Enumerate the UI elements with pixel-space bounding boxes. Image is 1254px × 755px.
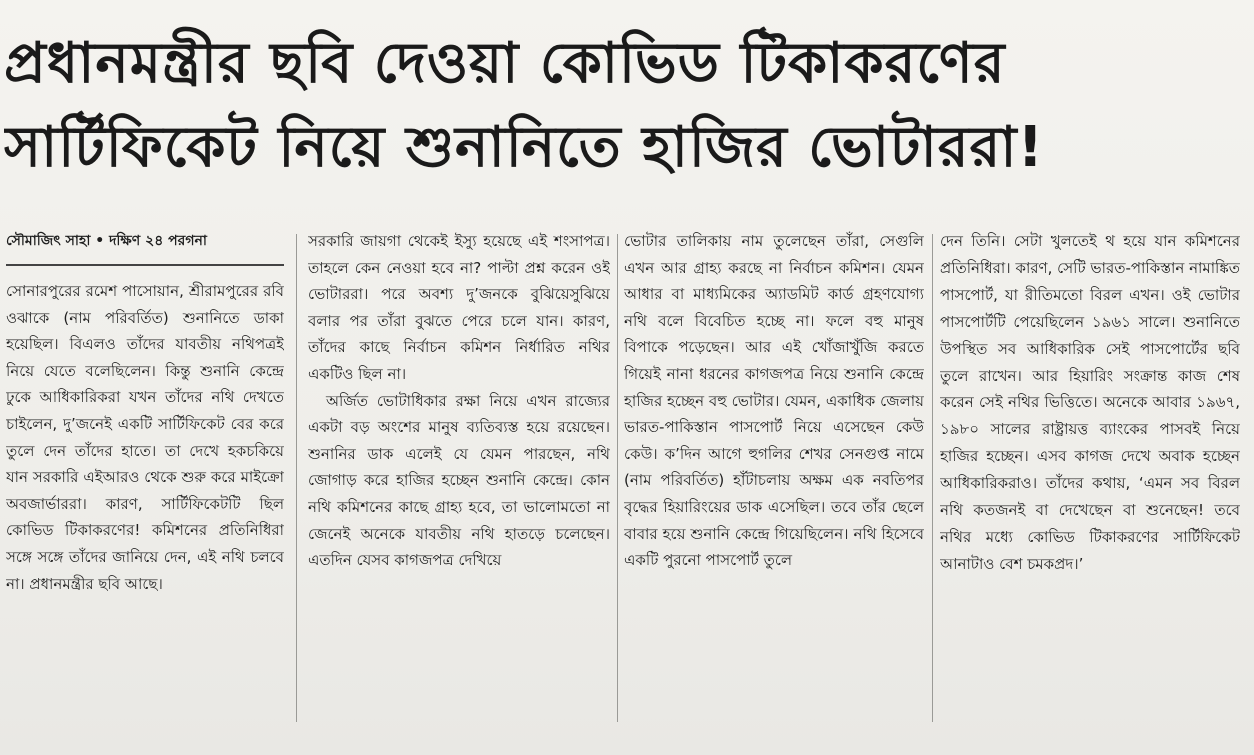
column-2-paragraph-2: অর্জিত ভোটাধিকার রক্ষা নিয়ে এখন রাজ্যের একটা বড় অংশের মানুষ ব্যতিব্যস্ত হয়ে রয়েছেন। শুনানির ডাক এলেই যে যেমন পারছেন, নথি জোগাড় করে হাজির হচ্ছেন শুনানি কেন্দ্রে। কোন নথি কমিশনের কাছে গ্রাহ্য হবে, তা ভালোমতো না জেনেই অনেকে যাবতীয় নথি হাতড়ে চলেছেন। এতদিন যেসব কাগজপত্র দেখিয়ে xyxy=(308,391,610,570)
column-2-paragraph-1: সরকারি জায়গা থেকেই ইস্যু হয়েছে এই শংসাপত্র। তাহলে কেন নেওয়া হবে না? পাল্টা প্রশ্ন করেন ওই ভোটাররা। পরে অবশ্য দু’জনকে বুঝিয়েসুঝিয়ে বলার পর তাঁরা বুঝতে পেরে চলে যান। কারণ, তাঁদের কাছে নির্বাচন কমিশন নির্ধারিত নথির একটিও ছিল না। xyxy=(308,232,610,383)
column-4-paragraph-1: দেন তিনি। সেটা খুলতেই থ হয়ে যান কমিশনের প্রতিনিধিরা। কারণ, সেটি ভারত-পাকিস্তান নামাঙ্কিত পাসপোর্ট, যা রীতিমতো বিরল এখন। ওই ভোটার পাসপোর্টটি পেয়েছিলেন ১৯৬১ সালে। শুনানিতে উপস্থিত সব আধিকারিক সেই পাসপোর্টের ছবি তুলে রাখেন। আর হিয়ারিং সংক্রান্ত কাজ শেষ করেন সেই নথির ভিত্তিতে। অনেকে আবার ১৯৬৭, ১৯৮০ সালের রাষ্ট্রায়ত্ত ব্যাংকের পাসবই নিয়ে হাজির হচ্ছেন। এসব কাগজ দেখে অবাক হচ্ছেন আধিকারিকরাও। তাঁদের কথায়, ‘এমন সব বিরল নথি কতজনই বা দেখেছেন বা শুনেছেন! তবে নথির মধ্যে কোভিড টিকাকরণের সার্টিফিকেট আনাটাও বেশ চমকপ্রদ।’ xyxy=(940,232,1240,573)
headline-line-2: সার্টিফিকেট নিয়ে শুনানিতে হাজির ভোটাররা! xyxy=(4,115,1045,180)
column-1 xyxy=(6,228,284,728)
headline xyxy=(4,22,1244,190)
byline: সৌমাজিৎ সাহা • দক্ষিণ ২৪ পরগনা xyxy=(6,228,284,266)
column-divider-2 xyxy=(617,234,618,722)
column-3 xyxy=(624,228,924,728)
column-3-paragraph-1: ভোটার তালিকায় নাম তুলেছেন তাঁরা, সেগুলি এখন আর গ্রাহ্য করছে না নির্বাচন কমিশন। যেমন আধার বা মাধ্যমিকের অ্যাডমিট কার্ড গ্রহণযোগ্য নথি বলে বিবেচিত হচ্ছে না। ফলে বহু মানুষ বিপাকে পড়েছেন। আর এই খোঁজাখুঁজি করতে গিয়েই নানা ধরনের কাগজপত্র নিয়ে শুনানি কেন্দ্রে হাজির হচ্ছেন বহু ভোটার। যেমন, একাধিক জেলায় ভারত-পাকিস্তান পাসপোর্ট নিয়ে এসেছেন কেউ কেউ। ক’দিন আগে হুগলির শেখর সেনগুপ্ত নামে (নাম পরিবর্তিত) হাঁটাচলায় অক্ষম এক নবতিপর বৃদ্ধের হিয়ারিংয়ের ডাক এসেছিল। তবে তাঁর ছেলে বাবার হয়ে শুনানি কেন্দ্রে গিয়েছিলেন। নথি হিসেবে একটি পুরনো পাসপোর্ট তুলে xyxy=(624,232,924,570)
column-1-paragraph-1: সোনারপুরের রমেশ পাসোয়ান, শ্রীরামপুরের রবি ওঝাকে (নাম পরিবর্তিত) শুনানিতে ডাকা হয়েছিল। বিএলও তাঁদের যাবতীয় নথিপত্রই নিয়ে যেতে বলেছিলেন। কিন্তু শুনানি কেন্দ্রে ঢুকে আধিকারিকরা যখন তাঁদের নথি দেখতে চাইলেন, দু’জনেই একটি সার্টিফিকেট বের করে তুলে দেন তাঁদের হাতে। তা দেখে হকচকিয়ে যান সরকারি এইআরও থেকে শুরু করে মাইক্রো অবজার্ভাররা। কারণ, সার্টিফিকেটটি ছিল কোভিড টিকাকরণের! কমিশনের প্রতিনিধিরা সঙ্গে সঙ্গে তাঁদের জানিয়ে দেন, এই নথি চলবে না। প্রধানমন্ত্রীর ছবি আছে। xyxy=(6,282,284,593)
article-body xyxy=(0,228,1254,755)
column-4 xyxy=(940,228,1240,728)
column-2 xyxy=(308,228,610,728)
headline-line-1: প্রধানমন্ত্রীর ছবি দেওয়া কোভিড টিকাকরণের xyxy=(4,31,1006,96)
column-divider-1 xyxy=(296,234,297,722)
column-divider-3 xyxy=(932,234,933,722)
